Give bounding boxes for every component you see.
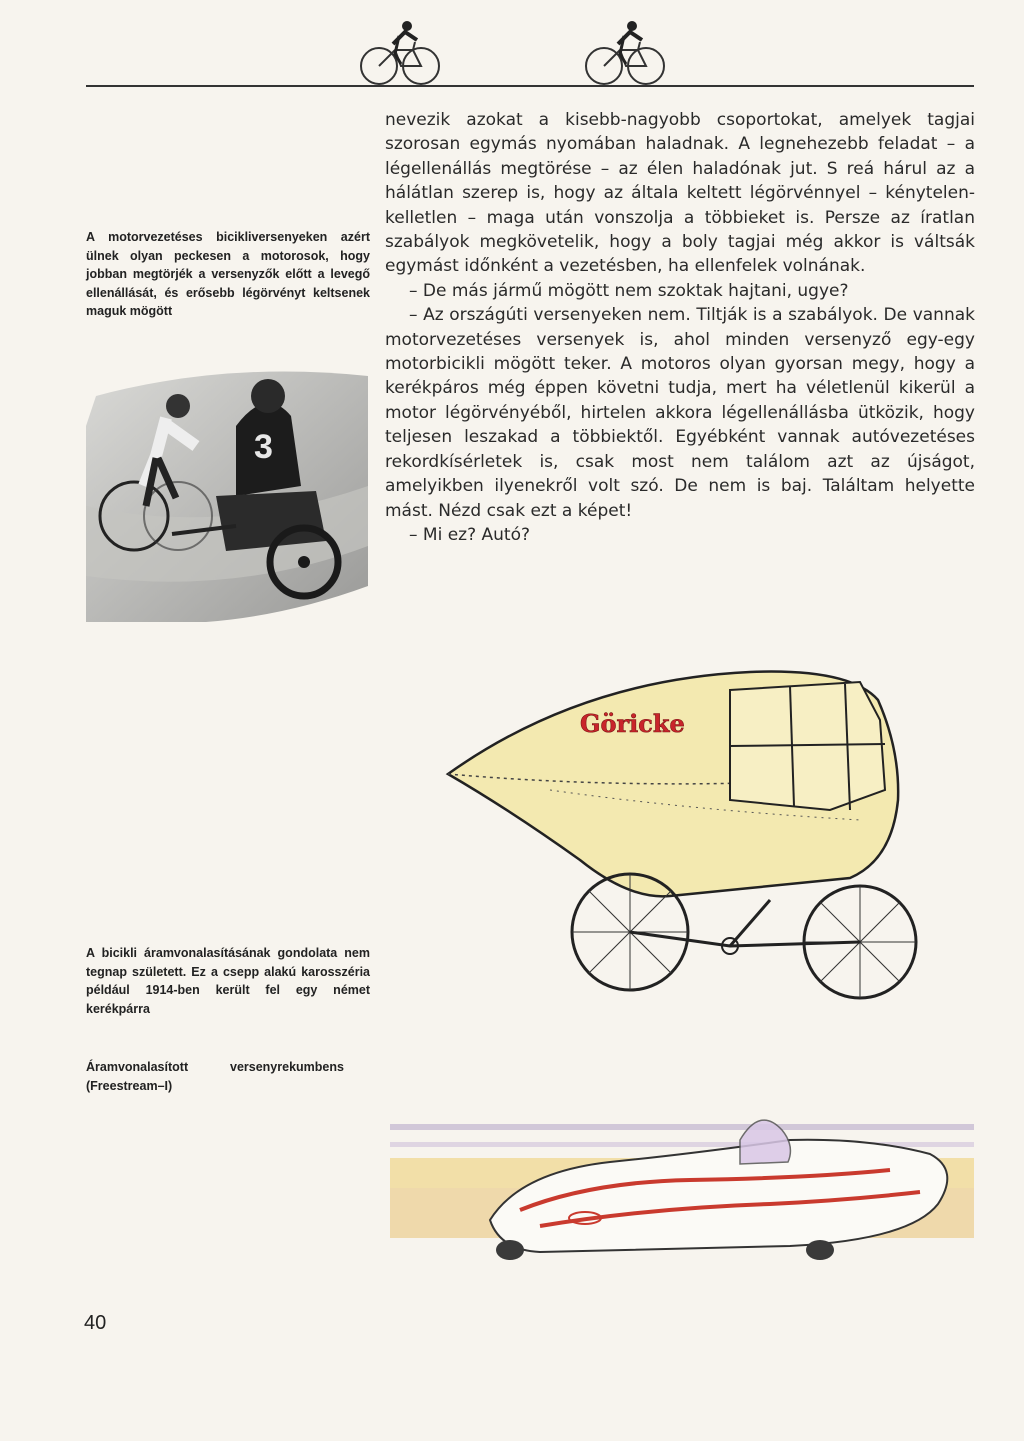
caption-recumbent-model: (Freestream–I) <box>86 1079 173 1093</box>
caption-recumbent-left: Áramvonalasított <box>86 1060 189 1074</box>
paragraph-2: – De más jármű mögött nem szoktak hajtani, ugye? <box>409 280 849 301</box>
page-number: 40 <box>84 1312 107 1334</box>
header-rule <box>86 85 974 87</box>
caption-streamline: A bicikli áramvonalasításának gondolata nem tegnap született. Ez a csepp alakú karosszéria például 1914-ben került fel egy német kerékpárra <box>86 946 370 1016</box>
brand-text: Göricke <box>580 709 685 738</box>
motor-pacing-photo <box>86 366 368 622</box>
paragraph-1: nevezik azokat a kisebb-nagyobb csoportokat, amelyek tagjai szorosan egymás nyomában haladnak. A legnehezebb feladat – a légellenállás megtörése – az élen haladónak jut. S reá hárul az a hálátlan szerep is, hogy az általa keltett légörvénnyel – kénytelen-kelletlen – maga után vonszolja a többieket is. Persze az íratlan szabályok megkövetelik, hogy a boly tagjai még akkor is váltsák egymást időnként a vezetésben, ha ellenfelek volnának. <box>385 110 975 277</box>
body-text <box>385 108 975 547</box>
goricke-bicycle-illustration <box>430 660 930 1020</box>
paragraph-4: – Mi ez? Autó? <box>409 524 531 545</box>
freestream-recumbent-illustration <box>390 1100 974 1272</box>
cyclist-icon <box>580 14 670 88</box>
caption-recumbent-right: versenyrekumbens <box>230 1060 344 1074</box>
cyclist-icon <box>355 14 445 88</box>
paragraph-3: – Az országúti versenyeken nem. Tiltják is a szabályok. De vannak motorvezetéses versenyek is, ahol minden versenyző egy-egy motorbicikli mögött teker. A motoros olyan gyorsan megy, hogy a kerékpáros még éppen követni tudja, mert ha véletlenül kikerül a motor légörvényéből, hirtelen akkora légellenállásba ütközik, hogy teljesen leszakad a többiektől. Egyébként vannak autóvezetéses rekordkísérletek is, csak most nem találom azt az újságot, amelyikben ilyenekről volt szó. De nem is baj. Találtam helyette mást. Nézd csak ezt a képet! <box>385 305 975 521</box>
caption-motor-pacing: A motorvezetéses bicikliversenyeken azért ülnek olyan peckesen a motorosok, hogy jobban megtörjék a versenyzők előtt a levegő ellenállását, és erősebb légörvényt keltsenek maguk mögött <box>86 230 370 318</box>
rider-number: 3 <box>254 428 273 466</box>
